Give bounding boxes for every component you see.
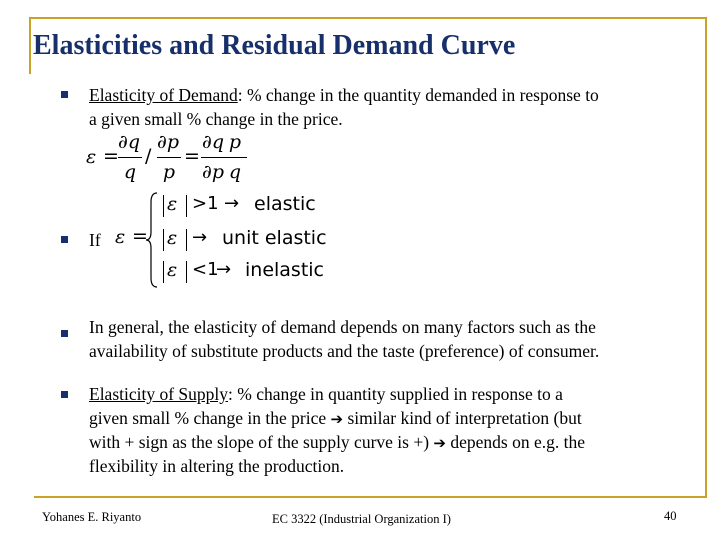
abs-bar: [163, 195, 164, 217]
right-arrow-icon: ➔: [330, 410, 344, 428]
abs-bar: [186, 195, 187, 217]
formula-num-p: p: [228, 131, 242, 153]
row-3-arrow: →: [216, 259, 232, 280]
formula-epsilon: ε: [86, 146, 97, 168]
bullet-4-line-2: given small % change in the price ➔ similar kind of interpretation (but: [89, 408, 582, 428]
formula-fraction-line-3: [201, 157, 247, 158]
frame-bottom-rule: [34, 496, 707, 498]
row-3-epsilon: ε: [167, 259, 178, 281]
formula-slash: /: [145, 145, 152, 167]
row-2-epsilon: ε: [167, 227, 178, 249]
abs-bar: [186, 229, 187, 251]
formula-fraction-line-2: [157, 157, 181, 158]
frame-left-rule: [29, 17, 31, 74]
bullet-4-line-1: Elasticity of Supply: % change in quantity supplied in response to a: [89, 384, 563, 404]
abs-bar: [163, 261, 164, 283]
formula-den-q2: q: [228, 161, 242, 183]
bullet-4-line-4: flexibility in altering the production.: [89, 456, 345, 476]
bullet-3-line-2: availability of substitute products and the taste (preference) of consumer.: [89, 341, 600, 361]
row-1-label: elastic: [254, 193, 316, 215]
row-1-operator: >1: [192, 193, 219, 214]
bullet-4-line-3: with + sign as the slope of the supply curve is +) ➔ depends on e.g. the: [89, 432, 585, 452]
formula-den-p: p: [162, 161, 176, 183]
footer-page-number: 40: [664, 509, 677, 523]
bullet-1-line-2: a given small % change in the price.: [89, 109, 343, 129]
row-1-arrow: →: [224, 193, 240, 214]
formula-num-dq: ∂q: [118, 131, 140, 153]
bullet-square-icon: [61, 330, 68, 337]
elasticity-of-demand-term: Elasticity of Demand: [89, 85, 238, 105]
row-3-label: inelastic: [245, 259, 325, 281]
abs-bar: [163, 229, 164, 251]
bullet-square-icon: [61, 391, 68, 398]
elasticity-of-supply-term: Elasticity of Supply: [89, 384, 229, 404]
formula-den-q: q: [123, 161, 137, 183]
bullet-square-icon: [61, 236, 68, 243]
formula-equals-1: =: [103, 145, 119, 167]
row-2-arrow: →: [192, 227, 208, 248]
bullet-3-line-1: In general, the elasticity of demand depends on many factors such as the: [89, 317, 596, 337]
row-1-epsilon: ε: [167, 193, 178, 215]
bullet-2-if-text: If: [89, 230, 101, 250]
footer-author: Yohanes E. Riyanto: [42, 510, 142, 524]
abs-bar: [186, 261, 187, 283]
cases-left-brace: [145, 192, 159, 288]
frame-right-rule: [705, 17, 707, 497]
slide-title: Elasticities and Residual Demand Curve: [33, 30, 516, 61]
footer-course: EC 3322 (Industrial Organization I): [272, 512, 451, 526]
cases-epsilon: ε: [115, 226, 126, 248]
cases-equals: =: [132, 225, 148, 247]
bullet-square-icon: [61, 91, 68, 98]
frame-top-rule: [29, 17, 707, 19]
row-3-operator: <1: [192, 259, 219, 280]
formula-num-dp: ∂p: [157, 131, 179, 153]
row-2-label: unit elastic: [222, 227, 327, 249]
formula-fraction-line-1: [118, 157, 142, 158]
right-arrow-icon: ➔: [433, 434, 446, 452]
formula-equals-2: =: [184, 145, 200, 167]
formula-num-dq-2: ∂q: [202, 131, 224, 153]
formula-den-dp: ∂p: [202, 161, 224, 183]
bullet-1-line-1: Elasticity of Demand: % change in the quantity demanded in response to: [89, 85, 599, 105]
